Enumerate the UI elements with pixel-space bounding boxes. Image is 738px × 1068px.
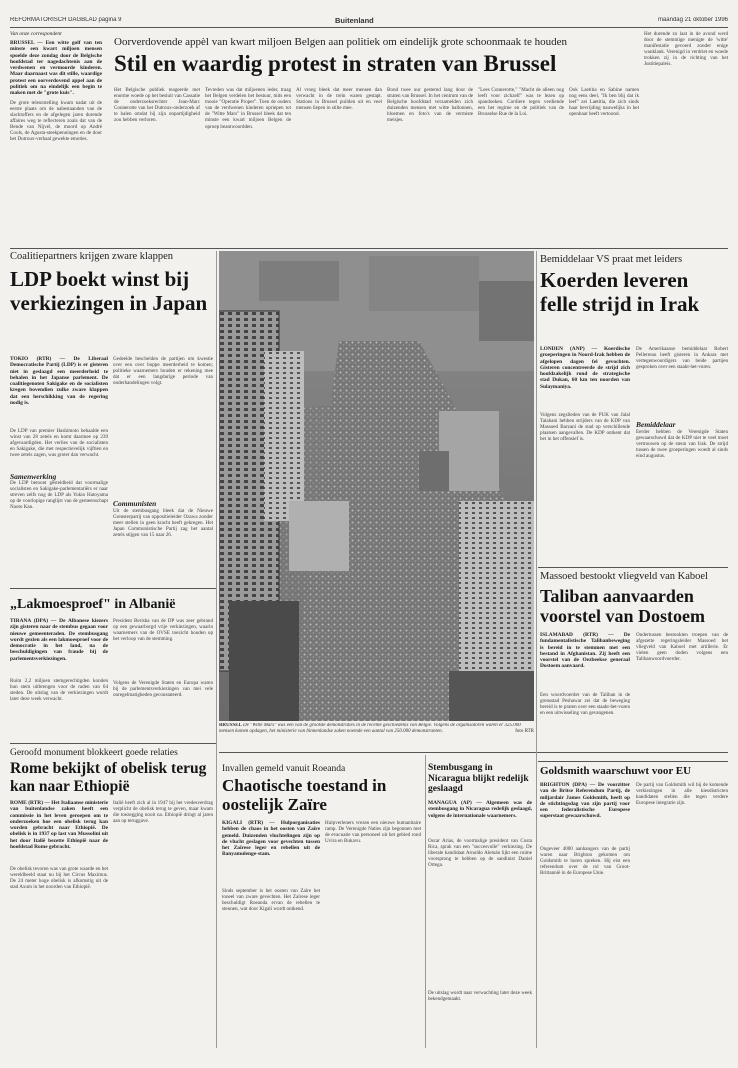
albania-headline: „Lakmoesproef" in Albanië — [10, 597, 176, 612]
rwanda-lead: KIGALI (RTR) — Hulporganisaties hebben de chaos in het oosten van Zaïre gemeld. Duizenden vluchtelingen zijn op de vlucht geslagen voor gevechten tussen het Zaïrese leger en rebellen uit de Banyamulenge-stam. — [222, 820, 320, 858]
brussels-body-7: Ook Laetitia en Sabine namen nog eens deel, "Ik ben blij dat ik leef" zei Laetitia, die zich sinds haar bevrijding nauwelijks in het openbaar heeft vertoond. — [569, 87, 639, 118]
masthead-rule — [10, 27, 728, 28]
issue-date: maandag 21 oktober 1996 — [657, 17, 728, 23]
japan-lead: TOKIO (RTR) — De Liberaal Democratische Partij (LDP) is er gisteren niet in geslaagd een meerderheid te behalen in het Japanse parlement. De coalitiegenoten Sakigake en de socialisten kregen bovendien zulke zware klappen dat een herschikking van de regering nodig is. — [10, 356, 108, 407]
japan-body-4: Uit de stembusgang bleek dat de Nieuwe Grensterpartij van oppositieleider Ozawa zonder meer stellen in geen kracht heeft gekregen. Het Japan Communistische Partij zag het aantal zetels stijgen van 15 naar 26. — [113, 508, 213, 539]
albania-body-3: Volgens de Verenigde Staten en Europa waren bij de parlementsverkiezingen van mei vele onregelmatigheden geconstateerd. — [113, 680, 213, 699]
section-title: Buitenland — [335, 16, 374, 25]
japan-headline: LDP boekt winst bij verkiezingen in Japan — [10, 267, 208, 315]
brussels-lead-column — [10, 31, 102, 243]
paper-page-label: REFORMATORISCH DAGBLAD pagina 9 — [10, 17, 122, 23]
goldsmith-headline: Goldsmith waarschuwt voor EU — [540, 766, 692, 777]
iraq-kicker: Bemiddelaar VS praat met leiders — [540, 254, 683, 265]
byline: Van onze correspondent — [10, 31, 62, 37]
rwanda-body-2: Hulpverleners vrezen een nieuwe humanitaire ramp. De Verenigde Naties zijn begonnen met de evacuatie van personeel uit het gebied rond Uvira en Bukavu. — [325, 820, 421, 845]
kabul-body-2: Ondertussen bestookten troepen van de afgezette regeringsleider Massoed het vliegveld van Kaboel met artillerie. Er vielen geen doden volgens een Talibanwoordvoerder. — [636, 632, 728, 663]
iraq-body-2: De Amerikaanse bemiddelaar Robert Pelletreau heeft gisteren in Ankara met vertegenwoordigers van beide partijen gesproken over een staakt-het-vuren. — [636, 346, 728, 371]
kabul-body-1: Een woordvoerder van de Taliban in de grensstad Peshawar zei dat de beweging bereid is te praten over een staakt-het-vuren en een uitwisseling van gevangenen. — [540, 692, 630, 717]
rwanda-body-1: Sinds september is het oosten van Zaïre het toneel van zware gevechten. Het Zaïrese leger beschuldigt Roeanda ervan de rebellen te steunen, wat door Kigali wordt ontkend. — [222, 888, 320, 913]
ethiopia-body-1: De obelisk tevoren was van grote waarde en het wereldbeeld staat nu bij het Circus Maximus. De 24 meter hoge obelisk is afkomstig uit de stad Axum in het noorden van Ethiopië. — [10, 866, 108, 891]
kabul-lead: ISLAMABAD (RTR) — De fundamentalistische Talibanbeweging is bereid in te stemmen met een bestand in Afghanistan. Zij heeft een voorstel van de Oezbeekse generaal Dostoem aanvaard. — [540, 632, 630, 670]
iraq-body-1: Volgens zegslieden van de PUK van Jalal Talabani hebben strijders van de KDP van Massoed Barzani de stad op verschillende plaatsen aangevallen. De KDP ontkent dat het in het offensief is. — [540, 412, 630, 443]
rwanda-headline: Chaotische toestand in oostelijk Zaïre — [222, 776, 387, 814]
ethiopia-body-2: Italië heeft zich al in 1947 bij het vredesverdrag verplicht de obelisk terug te geven, maar kwam die toezegging nooit na. Ethiopië dringt al jaren aan op teruggave. — [113, 800, 213, 825]
ethiopia-lead: ROME (RTR) — Het Italiaanse ministerie van buitenlandse zaken heeft een commissie in het leven geroepen om te onderzoeken hoe een obelisk terug kan worden gebracht naar Ethiopië. De obelisk is in 1937 op last van Mussolini uit het door Italië bezette Ethiopië naar de hoofdstad Rome gebracht. — [10, 800, 108, 851]
photo-credit: foto RTR — [515, 729, 534, 734]
brussels-body-5: Bond twee uur gestemd lang door de straten van Brussel. In het centrum van de Belgische hoofdstad verzamelden zich duizenden mensen met witte ballonnen, bloemen en foto's van de vermiste meisjes. — [387, 87, 473, 124]
albania-lead: TIRANA (DPA) — De Albanese kiezers zijn gisteren naar de stembus gegaan voor nieuwe gemeenteraden. De stembusgang wordt gezien als een lakmoesproef voor de democratie in het land, na de beschuldigingen van fraude bij de parlementsverkiezingen. — [10, 618, 108, 662]
japan-body-2: Gedeelde bescheiden de partijen om kwestie over een over boppe meerderheid te komen; politieke waarnemers houden er rekening mee dat er een langdurige periode van onderhandelingen volgt. — [113, 356, 213, 387]
brussels-march-photo — [219, 251, 534, 721]
japan-body-3: De LDP betoont gesteldheid dat voormalige socialisten en Sakigake-parlementariërs er naar streven zelfs nog de LDP als Yukio Hatoyama op de voorlopige ranglijst van de gemeenschapt Naoto Kan. — [10, 480, 108, 511]
photo-caption-label: BRUSSEL — [219, 723, 242, 728]
iraq-body-3: Eerder hebben de Verenigde Staten gewaarschuwd dat de KDP niet te veel moet vertrouwen op de steun van Irak. De strijd tussen de twee groeperingen woedt al sinds eind augustus. — [636, 429, 728, 460]
iraq-headline: Koerden leveren felle strijd in Irak — [540, 268, 700, 316]
japan-subhead-2: Communisten — [113, 499, 157, 508]
photo-caption-block — [219, 723, 534, 747]
section-rule-top — [10, 248, 728, 249]
goldsmith-rule — [538, 761, 728, 762]
kabul-kicker: Massoed bestookt vliegveld van Kaboel — [540, 571, 708, 582]
brussels-headline: Stil en waardig protest in straten van Brussel — [114, 51, 557, 76]
kabul-headline: Taliban aanvaarden voorstel van Dostoem — [540, 586, 705, 626]
brussels-body-8: Het durende zo laat in de avond werd door de stemmige menigte de 'witte' manifestatie gevoerd zonder enige wanklank. Verenigd in verdriet en woede trokken zij in de richting van het Justitiepaleis. — [644, 31, 728, 68]
japan-body-1: De LDP van premier Hashimoto behaalde een winst van 28 zetels en komt daarmee op 239 afgevaardigden. Het verlies van de socialisten en Sakigake, die met respectievelijk vijftien en twee zetels zagen, was groter dan verwacht. — [10, 428, 108, 459]
japan-subhead-1: Samenwerking — [10, 472, 57, 481]
lower-rule — [219, 752, 728, 753]
column-divider-mid — [425, 755, 426, 1048]
rwanda-kicker: Invallen gemeld vanuit Roeanda — [222, 764, 346, 774]
nicaragua-headline: Stembusgang in Nicaragua blijkt redelijk geslaagd — [428, 763, 529, 794]
brussels-body-6: "Lees Connerotte," "Macht de alleen nog leeft voor zichzelf" was te lezen op spandoeken. Cordiere tegen verdiende een het regime en de politiek van de Brusselse Rue de la Loi. — [478, 87, 564, 118]
ethiopia-headline: Rome bekijkt of obelisk terug kan naar Ethiopië — [10, 760, 207, 795]
column-divider-left — [216, 251, 217, 1048]
brussels-kicker: Oorverdovende appèl van kwart miljoen Belgen aan politiek om eindelijk grote schoonmaak te houden — [114, 36, 568, 48]
goldsmith-body-1: Ongeveer 4000 aanhangers van de partij waren naar Brighton gekomen om Goldsmith te horen spreken. Hij eist een referendum over de rol van Groot-Brittannië in de Europese Unie. — [540, 846, 630, 877]
photo-caption-text: De "Witte Mars" was een van de grootste demonstraties in de recente geschiedenis van België. Volgens de organisatoren waren er 325.000 mensen komen opdagen, het ministerie van binnenlandse zaken noemde een aantal van 250.000 demonstranten. — [219, 723, 521, 734]
iraq-lead: LONDEN (ANP) — Koerdische groeperingen in Noord-Irak hebben de afgelopen dagen fel gevochten. Gisteren concentreerde de strijd zich hoofdzakelijk rond de strategische stad Dukan, 60 km ten noorden van Sulaymaniya. — [540, 346, 630, 390]
column-divider-right — [536, 251, 537, 1048]
japan-kicker: Coalitiepartners krijgen zware klappen — [10, 251, 173, 262]
albania-rule — [10, 743, 216, 744]
albania-body-1: Ruim 2,2 miljoen stemgerechtigden konden hun stem uitbrengen voor de raden van 64 steden. De uitslag van de verkiezingen wordt later deze week verwacht. — [10, 678, 108, 703]
brussels-body-4: Al vroeg bleek dat meer mensen dan verwacht in de trein waren gestapt. Stations in Brussel puilden uit en veel mensen liepen in stilte mee. — [296, 87, 382, 112]
goldsmith-body-2: De partij van Goldsmith wil bij de komende verkiezingen in alle kiesdistricten kandidaten stellen die tegen verdere Europese integratie zijn. — [636, 782, 728, 807]
albania-body-2: President Berisha van de DP was zeer gebrand op een gewaarborgd vrije verkiezingen, waarin waarnemers van de OVSE toezicht houden op het verloop van de stemming. — [113, 618, 213, 643]
brussels-lead: BRUSSEL — Een witte golf van ten minste een kwart miljoen mensen spoelde deze zondag door de Belgische hoofdstad ter nagedachtenis aan de verdwenen en vermoorde kinderen. Maar daarnaast was dit stille, waardige protest een oorverdovend appel aan de politiek om na eindelijk een begin te maken met de "grote kuis". — [10, 40, 102, 97]
japan-rule — [10, 588, 216, 589]
goldsmith-lead: BRIGHTON (DPA) — De voorzitter van de Britse Referendum Partij, de miljardair James Goldsmith, heeft op de stichtingsdag van zijn partij voor een federalistische Europese superstaat gewaarschuwd. — [540, 782, 630, 820]
brussels-body-3: Tevreden was dat miljoenen ieder, traag het Belgen verdelen het bestuur, mits een mooie "Operatie Proper". Toen de ouders van de verdwenen kinderen opriepen tot de "Witte Mars" in Brussel bleek dat ten minste een kwart miljoen Belgen de oproep beantwoordden. — [205, 87, 291, 130]
nicaragua-lead: MANAGUA (AP) — Algemeen was de stembusgang in Nicaragua redelijk geslaagd, volgens de internationale waarnemers. — [428, 800, 532, 819]
nicaragua-body-1: Oscar Arias, de voormalige president van Costa Rica, sprak van een "succesvolle" verkiezing. De liberale kandidaat Arnoldo Alemán lijkt een ruime voorsprong te hebben op de sandinist Daniel Ortega. — [428, 838, 532, 869]
brussels-body-1: De grote teleurstelling kwam nadat uit de eerste plaats om de nabestaanden van de slachtoffers en de afgelegen jaren durende affaires weg te reflecteren zoals dat van de Bende van Nijvel, de moord op André Cools, de Agusta-steekpenningen en de door het Dutroux-verhaal gewekte emoties. — [10, 99, 102, 143]
brussels-body-2: Het Belgische publiek reageerde met enorme woede op het besluit van Cassatie de onderzoeksrechter Jean-Marc Connerotte van het Dutroux-onderzoek af te halen omdat hij zijn onpartijdigheid zou hebben verloren. — [114, 87, 200, 124]
ethiopia-kicker: Geroofd monument blokkeert goede relaties — [10, 748, 178, 758]
iraq-rule — [538, 567, 728, 568]
iraq-subhead: Bemiddelaar — [636, 420, 676, 429]
nicaragua-body-2: De uitslag wordt naar verwachting later deze week bekendgemaakt. — [428, 990, 532, 1003]
